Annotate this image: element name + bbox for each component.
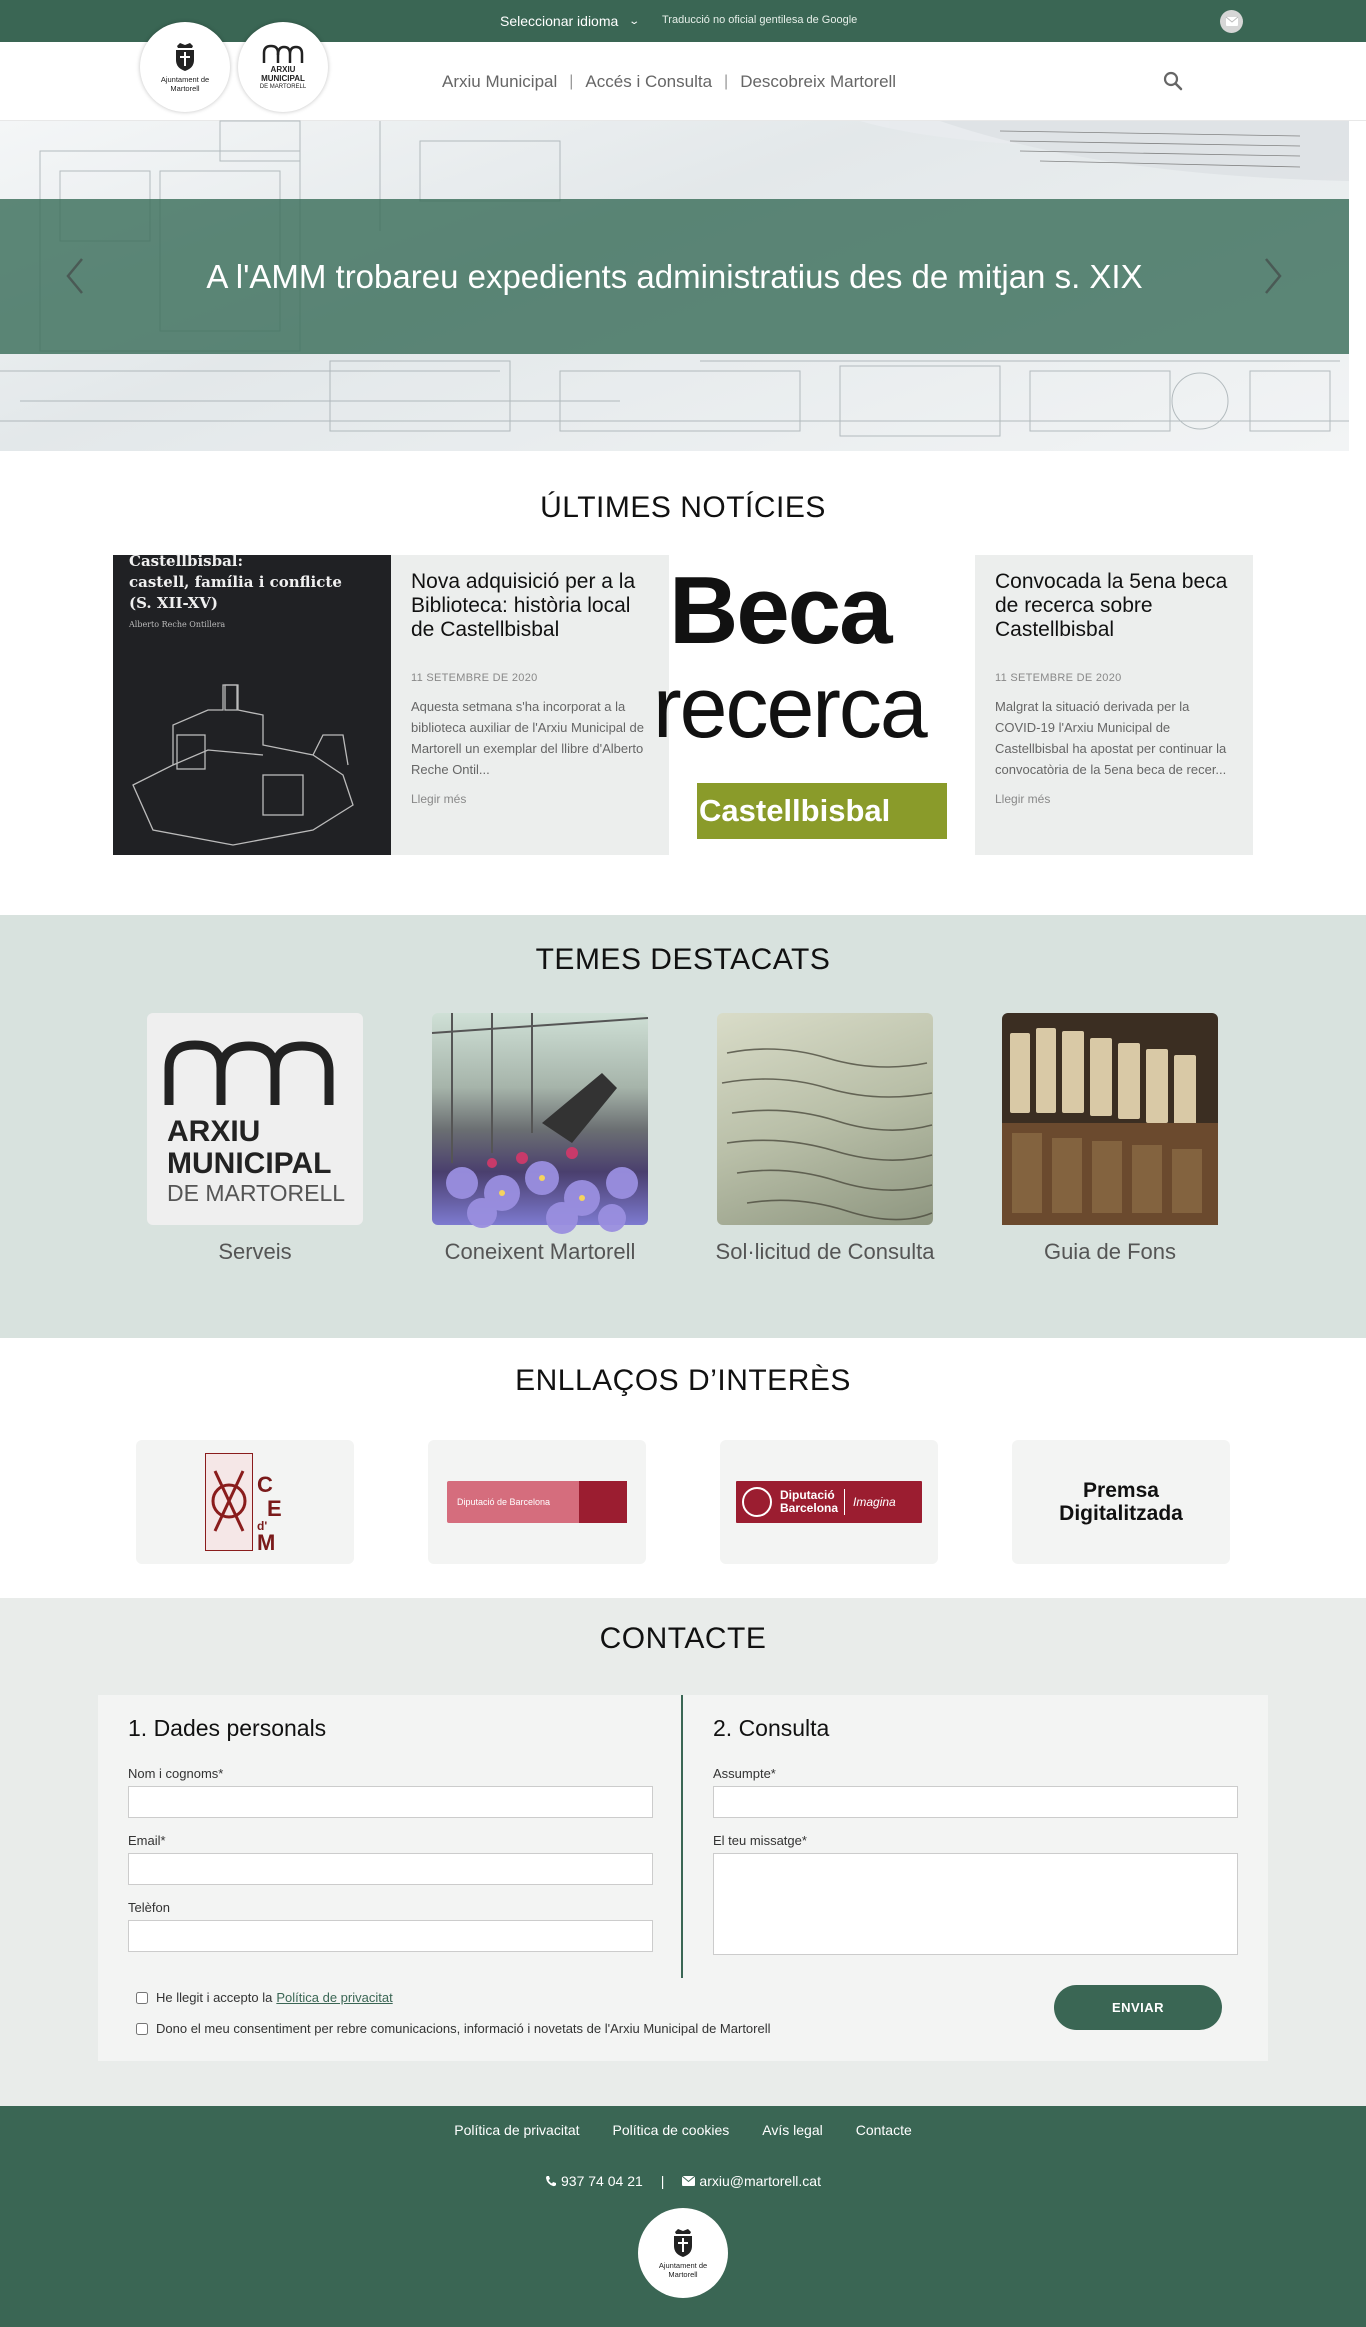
privacy-link[interactable]: Política de privacitat: [276, 1990, 393, 2005]
cem-letter-e: E: [267, 1496, 282, 1521]
form-divider: [681, 1695, 683, 1978]
hero-slider: [0, 121, 1349, 451]
footer-email[interactable]: arxiu@martorell.cat: [699, 2173, 821, 2189]
links-section-title: ENLLAÇOS D’INTERÈS: [515, 1364, 851, 1397]
news-card[interactable]: [653, 555, 1253, 855]
news-section: [0, 451, 1366, 915]
footer-link-legal[interactable]: Avís legal: [762, 2122, 823, 2138]
archive-drawers-photo: [1002, 1013, 1218, 1225]
arxiu-municipal-logo[interactable]: [238, 22, 328, 112]
message-label: El teu missatge*: [713, 1833, 807, 1848]
privacy-checkbox-row: [136, 1990, 393, 2005]
theme-label[interactable]: Guia de Fons: [1043, 1239, 1177, 1264]
read-more-link[interactable]: Llegir més: [995, 792, 1051, 806]
phone-field[interactable]: [128, 1920, 653, 1952]
news-card-title[interactable]: Nova adquisició per a la Biblioteca: història local de Castellbisbal: [411, 570, 636, 641]
theme-image: [717, 1013, 933, 1225]
phone-label: Telèfon: [128, 1900, 170, 1915]
ajuntament-logo[interactable]: [140, 22, 230, 112]
cem-logo: [205, 1453, 285, 1555]
news-card[interactable]: [113, 552, 669, 855]
hero-caption: A l'AMM trobareu expedients administratius des de mitjan s. XIX: [206, 257, 1143, 295]
premsa-logo: [1059, 1479, 1183, 1525]
footer-logo-text: Ajuntament de Martorell: [658, 2260, 708, 2279]
am-monogram-icon: [261, 43, 305, 65]
coat-of-arms-icon: [670, 2228, 696, 2258]
google-translate-note: Traducció no oficial gentilesa de Google: [662, 14, 858, 26]
book-title-line1: Castellbisbal:: [129, 552, 244, 570]
diputacio-imagina-logo: [736, 1481, 922, 1523]
imagina-line1: Diputació: [780, 1488, 835, 1502]
news-section-title: ÚLTIMES NOTÍCIES: [540, 491, 826, 524]
book-title-line3: (S. XII-XV): [129, 594, 219, 612]
news-card-body: [975, 555, 1253, 855]
site-footer: [0, 2106, 1366, 2327]
name-field[interactable]: [128, 1786, 653, 1818]
contact-form: [98, 1695, 1268, 2061]
language-select[interactable]: [500, 0, 639, 42]
mail-button[interactable]: [1220, 10, 1243, 33]
privacy-checkbox[interactable]: [136, 1992, 148, 2004]
news-card-title[interactable]: Convocada la 5ena beca de recerca sobre Castellbisbal: [995, 570, 1228, 641]
amm-logo-line1: ARXIU: [270, 64, 296, 74]
nav-separator: |: [724, 72, 729, 90]
amm-logo-line3: DE MARTORELL: [259, 83, 307, 90]
link-diputacio-imagina[interactable]: [720, 1440, 938, 1564]
amm-logo-large-line1: ARXIU: [167, 1115, 261, 1148]
section1-title: 1. Dades personals: [128, 1715, 327, 1741]
subject-label: Assumpte*: [713, 1766, 776, 1781]
imagina-line3: Imagina: [853, 1495, 896, 1509]
contact-section: [0, 1598, 1366, 2106]
chevron-left-icon[interactable]: [60, 251, 90, 301]
castle-drawing: [113, 655, 391, 855]
consent-text: Dono el meu consentiment per rebre comunicacions, informació i novetats de l'Arxiu Municipal de Martorell: [156, 2021, 771, 2036]
theme-sollicitud-consulta[interactable]: [705, 1013, 945, 1265]
cem-letter-c: C: [257, 1472, 273, 1497]
premsa-line2: Digitalitzada: [1059, 1502, 1183, 1525]
consent-checkbox-row: [136, 2021, 771, 2036]
read-more-link[interactable]: Llegir més: [411, 792, 467, 806]
amm-logo-large: [147, 1013, 363, 1225]
hero-caption-band: [0, 199, 1349, 354]
name-label: Nom i cognoms*: [128, 1766, 224, 1781]
news-card-date: 11 SETEMBRE DE 2020: [995, 672, 1122, 684]
chevron-down-icon: ⌄: [628, 15, 641, 27]
footer-link-privacy[interactable]: Política de privacitat: [454, 2122, 580, 2138]
news-card-excerpt: Malgrat la situació derivada per la COVID-19 l'Arxiu Municipal de Castellbisbal ha apostat per continuar la convocatòria de la 5ena beca de recer...: [995, 699, 1227, 777]
nav-separator: |: [569, 72, 574, 90]
footer-links: [0, 2122, 1366, 2138]
link-cem[interactable]: [136, 1440, 354, 1564]
nav-item-arxiu-municipal[interactable]: Arxiu Municipal: [442, 71, 558, 91]
section2-title: 2. Consulta: [713, 1715, 830, 1741]
nav-item-acces-consulta[interactable]: Accés i Consulta: [585, 71, 713, 91]
personal-data-column: [128, 1715, 653, 1967]
email-field[interactable]: [128, 1853, 653, 1885]
theme-label[interactable]: Sol·licitud de Consulta: [715, 1239, 935, 1264]
language-select-label: Seleccionar idioma: [500, 13, 619, 29]
amm-logo-large-line2: MUNICIPAL: [167, 1147, 332, 1180]
chevron-right-icon[interactable]: [1258, 251, 1288, 301]
main-nav: [430, 42, 908, 121]
manuscript-photo: [717, 1013, 933, 1225]
ajuntament-logo-text: Ajuntament de Martorell: [160, 74, 210, 93]
news-card-image: [653, 555, 975, 855]
envelope-icon: [682, 2176, 695, 2186]
site-header: [0, 42, 1366, 121]
cem-letter-d: d': [257, 1519, 268, 1533]
featured-themes-section: [0, 915, 1366, 1338]
subject-field[interactable]: [713, 1786, 1238, 1818]
query-column: [713, 1715, 1238, 1970]
theme-serveis[interactable]: [135, 1013, 375, 1265]
premsa-line1: Premsa: [1083, 1479, 1159, 1502]
search-icon[interactable]: [1162, 70, 1184, 92]
news-card-image: [113, 552, 391, 855]
footer-phone[interactable]: 937 74 04 21: [561, 2173, 643, 2189]
phone-icon: [545, 2175, 557, 2187]
news-card-body: [391, 555, 669, 855]
cem-letter-m: M: [257, 1530, 276, 1555]
footer-link-cookies[interactable]: Política de cookies: [612, 2122, 730, 2138]
message-field[interactable]: [713, 1853, 1238, 1955]
amm-logo-line2: MUNICIPAL: [261, 73, 305, 83]
theme-label[interactable]: Coneixent Martorell: [444, 1239, 636, 1264]
theme-image: [432, 1013, 648, 1225]
send-button[interactable]: ENVIAR: [1054, 1985, 1222, 2030]
footer-separator: |: [660, 2173, 665, 2189]
email-label: Email*: [128, 1833, 166, 1848]
link-premsa-digitalitzada[interactable]: [1012, 1440, 1230, 1564]
theme-guia-fons[interactable]: [990, 1013, 1230, 1265]
theme-image: [147, 1013, 363, 1225]
theme-coneixent-martorell[interactable]: [420, 1013, 660, 1265]
news-card-date: 11 SETEMBRE DE 2020: [411, 672, 538, 684]
coat-of-arms-icon: [172, 42, 198, 72]
diputacio-logo: [447, 1481, 627, 1523]
privacy-text: He llegit i accepto la: [156, 1990, 273, 2005]
links-section: [0, 1338, 1366, 1598]
park-photo: [432, 1013, 648, 1225]
diputacio-logo-text: Diputació de Barcelona: [457, 1497, 551, 1507]
footer-link-contact[interactable]: Contacte: [855, 2122, 912, 2138]
link-diputacio-barcelona[interactable]: [428, 1440, 646, 1564]
envelope-icon: [1226, 17, 1238, 26]
footer-ajuntament-logo[interactable]: [638, 2208, 728, 2298]
theme-image: [1002, 1013, 1218, 1225]
footer-contact: [0, 2173, 1366, 2189]
amm-logo-large-line3: DE MARTORELL: [167, 1180, 346, 1206]
book-title-line2: castell, família i conflicte: [129, 573, 342, 591]
consent-checkbox[interactable]: [136, 2023, 148, 2035]
themes-section-title: TEMES DESTACATS: [535, 943, 831, 976]
imagina-line2: Barcelona: [780, 1501, 839, 1515]
nav-item-descobreix-martorell[interactable]: Descobreix Martorell: [740, 71, 897, 91]
cem-emblem: [207, 1461, 251, 1545]
beca-image-word1: Beca: [669, 557, 891, 664]
book-author: Alberto Reche Ontillera: [129, 620, 226, 629]
news-card-excerpt: Aquesta setmana s'ha incorporat a la biblioteca auxiliar de l'Arxiu Municipal de Martorell un exemplar del llibre d'Alberto Reche Ontil...: [411, 699, 644, 777]
beca-image-word3: Castellbisbal: [697, 783, 947, 839]
beca-image-word2: recerca: [653, 660, 926, 756]
theme-label[interactable]: Serveis: [218, 1239, 292, 1264]
contact-section-title: CONTACTE: [599, 1622, 767, 1655]
